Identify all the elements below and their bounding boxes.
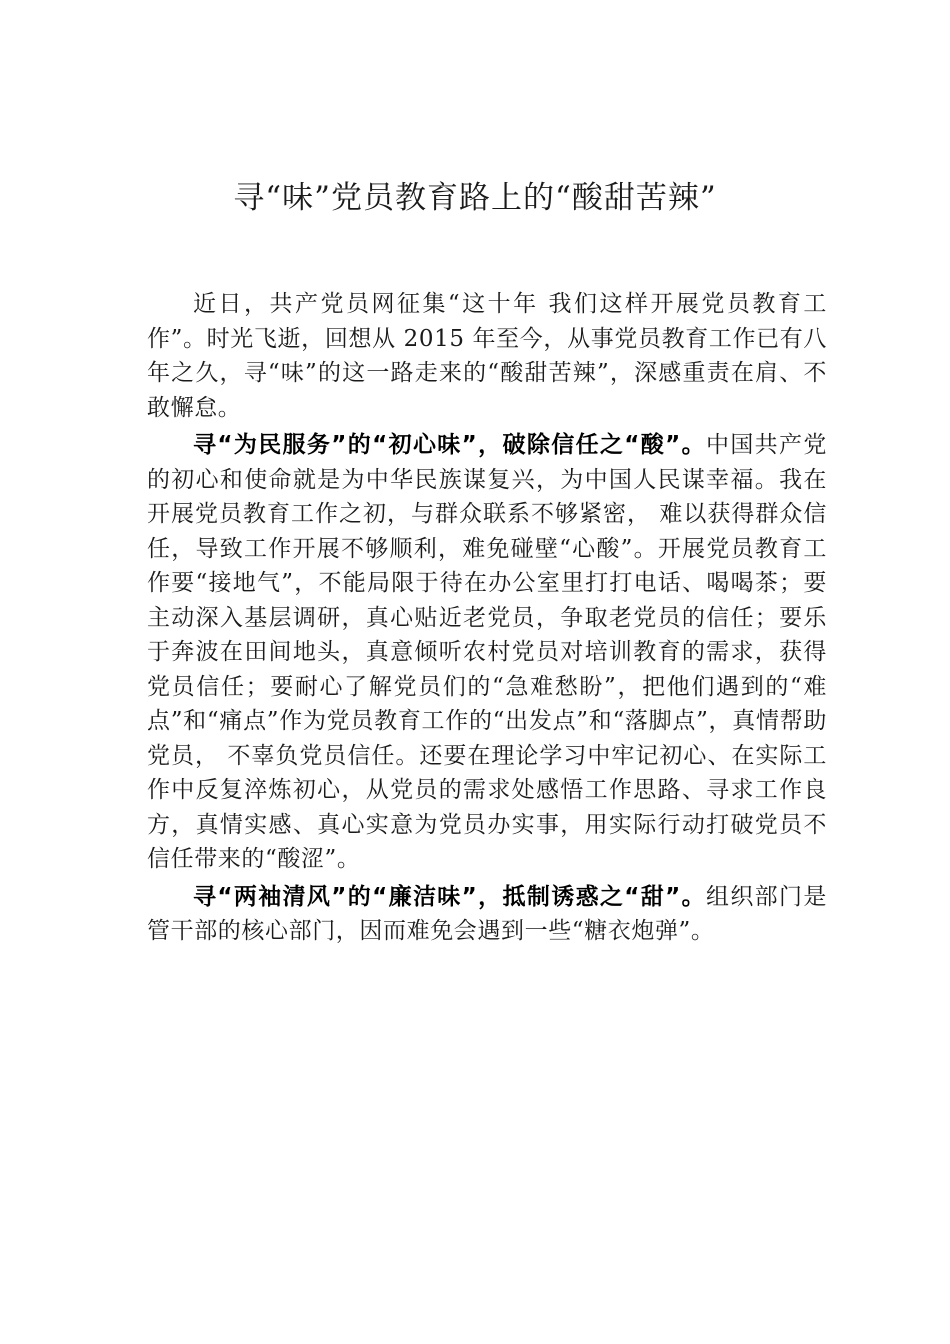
paragraph-text: 组织部门是管干部的核心部门，因而难免会遇到一些“糖衣炮弹”。 bbox=[147, 883, 828, 944]
paragraph-text: 中国共产党的初心和使命就是为中华民族谋复兴，为中国人民谋幸福。我在开展党员教育工作之初，与群众联系不够紧密， 难以获得群众信任，导致工作开展不够顺利，难免碰壁“心酸”。开展党员教育工作要“接地气”，不能局限于待在办公室里打打电话、喝喝茶；要主动深入基层调研，真心贴近老党员，争取老党员的信任；要乐于奔波在田间地头，真意倾听农村党员对培训教育的需求，获得党员信任；要耐心了解党员们的“急难愁盼”，把他们遇到的“难点”和“痛点”作为党员教育工作的“出发点”和“落脚点”，真情帮助党员， 不辜负党员信任。还要在理论学习中牢记初心、在实际工作中反复淬炼初心，从党员的需求处感悟工作思路、寻求工作良方，真情实感、真心实意为党员办实事，用实际行动打破党员不信任带来的“酸涩”。 bbox=[147, 432, 828, 872]
paragraph-heading: 寻“两袖清风”的“廉洁味”，抵制诱惑之“甜”。 bbox=[193, 883, 706, 910]
paragraph-integrity bbox=[147, 880, 827, 949]
paragraph-heading: 寻“为民服务”的“初心味”，破除信任之“酸”。 bbox=[193, 432, 706, 458]
document-body bbox=[147, 287, 827, 949]
paragraph-trust bbox=[147, 428, 827, 877]
document-title: 寻“味”党员教育路上的“酸甜苦辣” bbox=[233, 180, 717, 216]
paragraph-intro bbox=[147, 287, 827, 425]
paragraph-text: 近日，共产党员网征集“这十年 我们这样开展党员教育工作”。时光飞逝，回想从 2015 年至今，从事党员教育工作已有八年之久，寻“味”的这一路走来的“酸甜苦辣”，深感重责在肩、不敢懈怠。 bbox=[147, 291, 827, 421]
